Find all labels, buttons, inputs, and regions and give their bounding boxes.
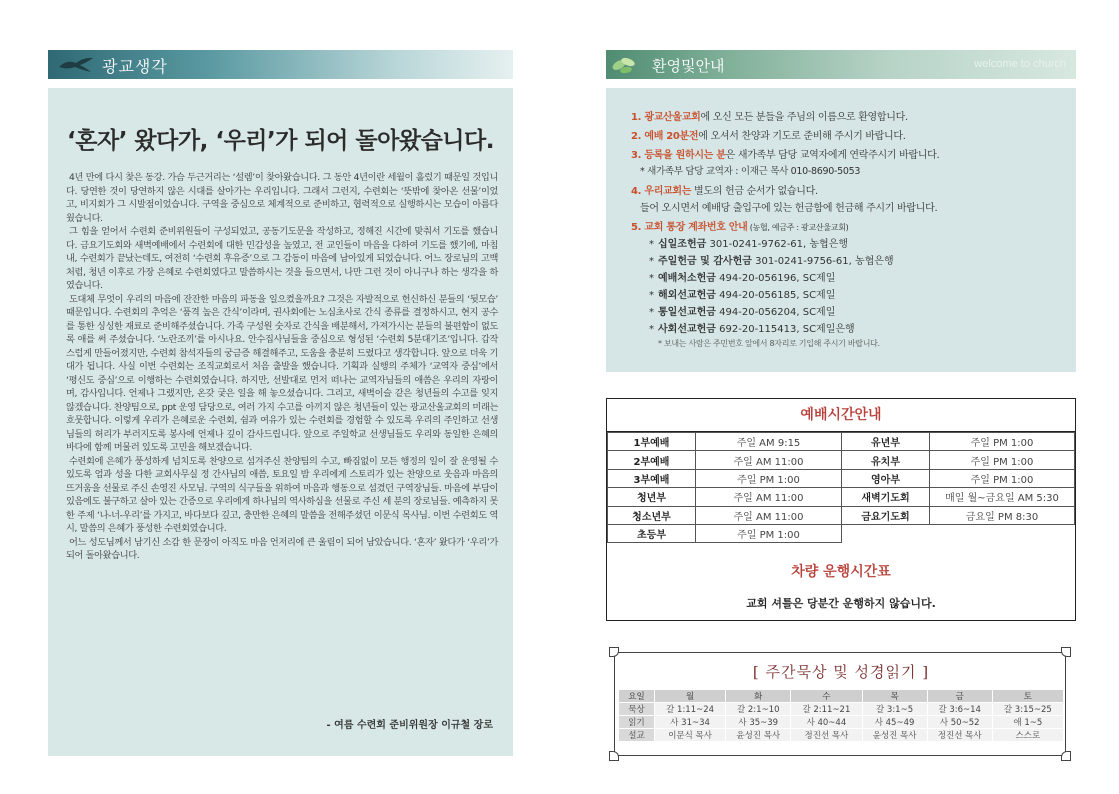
column-headline: ‘혼자’ 왔다가, ‘우리’가 되어 돌아왔습니다.: [67, 128, 494, 154]
table-row: 2부예배 주일 AM 11:00 유치부 주일 PM 1:00: [608, 451, 1075, 469]
welcome-line: 5. 교회 통장 계좌번호 안내 (농협, 예금주 : 광교산울교회): [631, 222, 849, 233]
bus-schedule-title: 차량 운행시간표: [791, 564, 891, 580]
account-item: * 통일선교헌금 494-20-056204, SC제일: [649, 307, 836, 318]
left-section-header: [48, 50, 513, 79]
column-signature: - 여름 수련회 준비위원장 이규철 장로: [326, 720, 493, 731]
table-row: 3부예배 주일 PM 1:00 영아부 주일 PM 1:00: [608, 469, 1075, 487]
frame-corner-ornament: [609, 751, 619, 761]
bird-icon: [58, 55, 94, 73]
welcome-section-title: 환영및안내: [652, 57, 725, 75]
welcome-sub-title: welcome to church: [974, 58, 1066, 70]
account-item: * 십일조헌금 301-0241-9762-61, 농협은행: [649, 239, 849, 250]
account-item: * 예배처소헌금 494-20-056196, SC제일: [649, 273, 836, 284]
worship-table: [607, 432, 1075, 543]
article-paragraph: 도대체 무엇이 우리의 마음에 잔잔한 마음의 파동을 일으켰을까요? 그것은 자발적으로 헌신하신 분들의 ‘뒷모습’ 때문입니다. 수련회의 추억은 ‘품격 높은 간식’이라며, 권사회에는 노심초사로 간식 종류를 결정하시고, 현지 공수를 통한 싱싱한 재료로 준비해주셨습니다. 가족 구성원 숫자로 간식을 배분해서, 가져가시는 분들의 불편함이 없도록 애를 써 주셨습니다. ‘노란조끼’를 아시나요. 안수집사님들을 중심으로 형성된 ‘수련회 5분대기조’입니다. 갑작스럽게 만들어졌지만, 수련회 참석자들의 궁금증 해결해주고, 도움을 충분히 드렸다고 생각합니다. 앞으로 더욱 기대가 됩니다. 사실 이번 수련회는 조직교회로서 처음 출발을 했습니다. 기획과 실행의 주체가 ‘교역자 중심’에서 ‘평신도 중심’으로 이행하는 수련회였습니다. 하지만, 선발대로 먼저 떠나는 교역자님들의 애씀은 우리의 자랑이며, 감사입니다. 언제나 그랬지만, 온갖 궂은 일을 해 놓으셨습니다. 그리고, 새벽이슬 같은 청년들의 수고를 잊지 않겠습니다. 찬양팀으로, ppt 운영 담당으로, 여러 가지 수고를 아끼지 않은 청년들이 있는 광교산울교회의 미래는 흐뭇합니다. 이렇게 우리가 은혜로운 수련회, 쉼과 여유가 있는 수련회를 경험할 수 있도록 우리의 주인하고 선생님들의 허리가 부러지도록 봉사에 언제나 깊이 감사드립니다. 앞으로 주일학교 선생님들도 우리와 동일한 은혜의 바다에 함께 머물러 있도록 고민을 해보겠습니다.: [66, 293, 498, 453]
account-note: * 보내는 사람은 주민번호 앞에서 8자리로 기입해 주시기 바랍니다.: [658, 339, 880, 348]
table-row: 설교 이문식 목사 윤성진 목사 정진선 목사 윤성진 목사 정진선 목사 스스로: [619, 729, 1064, 742]
welcome-line: 3. 등록을 원하시는 분은 새가족부 담당 교역자에게 연락주시기 바랍니다.: [631, 150, 940, 161]
welcome-line: * 새가족부 담당 교역자 : 이재근 목사 010-8690-5053: [640, 166, 861, 177]
column-article: [66, 171, 498, 563]
column-box: [48, 88, 513, 756]
account-item: * 주일헌금 및 감사헌금 301-0241-9756-61, 농협은행: [649, 256, 894, 267]
table-row: 요일 월 화 수 목 금 토: [619, 690, 1064, 703]
left-section-title: 광교생각: [102, 57, 168, 76]
reading-table: [618, 689, 1064, 742]
article-paragraph: 수련회에 은혜가 풍성하게 넘치도록 찬양으로 섬겨주신 찬양팀의 수고, 빠짐없이 모든 행정의 일이 잘 운영될 수 있도록 엄과 성을 다한 교회사무실 정 간사님의 애씀, 토요일 밤 우리에게 스토리가 있는 찬양으로 웃음과 마음의 뜨거움을 선물로 주신 손영진 사모님. 구역의 식구들을 위하여 마음과 행동으로 섬겼던 구역장님들. 마음에 부담이 있음에도 불구하고 살아 있는 간증으로 우리에게 하나님의 역사하심을 선물로 주신 세 분의 장로님들. 예측하지 못한 주제 ‘나-너-우리’를 가지고, 바다보다 깊고, 충만한 은혜의 말씀을 전해주셨던 이문식 목사님. 이번 수련회도 역시, 말씀의 은혜가 풍성한 수련회였습니다.: [66, 455, 498, 534]
account-item: * 해외선교헌금 494-20-056185, SC제일: [649, 290, 836, 301]
account-item: * 사회선교헌금 692-20-115413, SC제일은행: [649, 324, 855, 335]
table-row: 읽기 사 31~34 사 35~39 사 40~44 사 45~49 사 50~52 애 1~5: [619, 716, 1064, 729]
leaf-icon: [610, 53, 640, 77]
article-paragraph: 그 힘을 얻어서 수련회 준비위원들이 구성되었고, 공동기도문을 작성하고, 정해진 시간에 맞춰서 기도를 했습니다. 금요기도회와 새벽예배에서 수련회에 대한 민감성을 높였고, 전 교인들이 마음을 다하여 기도를 했기에, 마침내, 수련회가 끝났는데도, 여전히 ‘수련회 후유증’으로 그 감동이 마음에 남아있게 되었습니다. 어느 장로님의 고백처럼, 청년 이후로 가장 은혜로 수련회였다고 말씀하시는 것을 들으면서, 나만 그런 것이 아니구나 하는 생각을 하였습니다.: [66, 226, 498, 291]
table-row: 초등부 주일 PM 1:00: [608, 524, 1075, 542]
frame-corner-ornament: [1061, 751, 1071, 761]
table-row: 청년부 주일 AM 11:00 새벽기도회 매일 월~금요일 AM 5:30: [608, 488, 1075, 506]
frame-corner-ornament: [1061, 647, 1071, 657]
frame-corner-ornament: [609, 647, 619, 657]
weekly-reading: [614, 652, 1066, 756]
welcome-section-header: [606, 50, 1076, 79]
welcome-line: 들어 오시면서 예배당 출입구에 있는 헌금함에 헌금해 주시기 바랍니다.: [640, 203, 938, 214]
welcome-line: 1. 광교산울교회에 오신 모든 분들을 주님의 이름으로 환영합니다.: [631, 112, 908, 123]
article-paragraph: 어느 성도님께서 남기신 소감 한 문장이 아직도 마음 언저리에 큰 울림이 되어 남았습니다. ‘혼자’ 왔다가 ‘우리’가 되어 돌아왔습니다.: [66, 536, 498, 561]
worship-schedule: [606, 398, 1076, 621]
worship-title: 예배시간안내: [607, 399, 1075, 432]
table-row: 묵상 갈 1:11~24 갈 2:1~10 갈 2:11~21 갈 3:1~5 갈 3:6~14 갈 3:15~25: [619, 703, 1064, 716]
reading-title: [ 주간묵상 및 성경읽기 ]: [752, 663, 930, 681]
welcome-line: 4. 우리교회는 별도의 헌금 순서가 없습니다.: [631, 186, 818, 197]
welcome-line: 2. 예배 20분전에 오셔서 찬양과 기도로 준비해 주시기 바랍니다.: [631, 131, 906, 142]
welcome-box: [606, 88, 1076, 372]
table-row: 청소년부 주일 AM 11:00 금요기도회 금요일 PM 8:30: [608, 506, 1075, 524]
article-paragraph: 4년 만에 다시 찾은 동강. 가슴 두근거리는 ‘설렘’이 찾아왔습니다. 그 동안 4년이란 세월이 흘렀기 때문일 것입니다. 당연한 것이 당연하지 않은 시대를 살아가는 우리입니다. 그래서 그런지, 수련회는 ‘뜻밖에 찾아온 선물’이었고, 비지회가 그 시발점이었습니다. 구역을 중심으로 체계적으로 준비하고, 협력적으로 실행하시는 모습이 아름다웠습니다.: [66, 172, 498, 224]
bus-schedule-text: 교회 셔틀은 당분간 운행하지 않습니다.: [746, 597, 936, 610]
table-row: 1부예배 주일 AM 9:15 유년부 주일 PM 1:00: [608, 433, 1075, 451]
